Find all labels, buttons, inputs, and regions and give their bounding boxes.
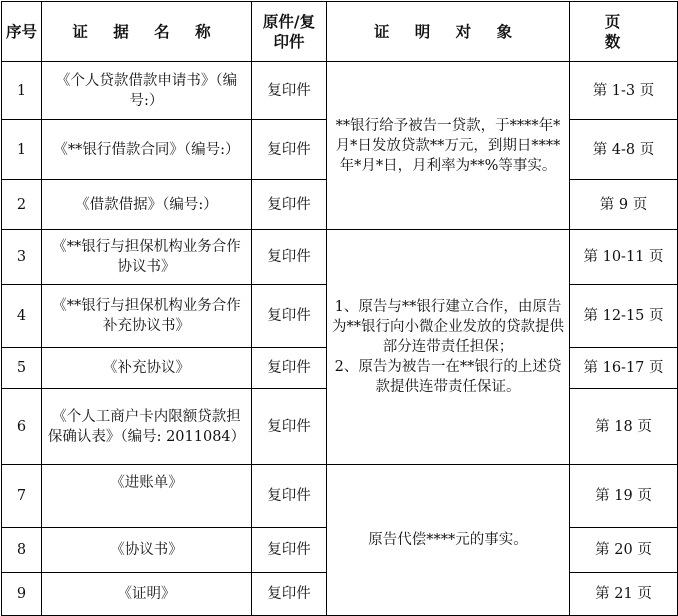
page-range: 第 9 页	[570, 180, 678, 230]
header-evidence-name: 证 据 名 称	[42, 2, 252, 62]
copy-type: 复印件	[252, 120, 327, 180]
row-index: 3	[2, 230, 42, 285]
row-index: 5	[2, 348, 42, 389]
copy-type: 复印件	[252, 285, 327, 348]
header-purpose: 证 明 对 象	[327, 2, 570, 62]
copy-type: 复印件	[252, 230, 327, 285]
copy-type: 复印件	[252, 573, 327, 616]
row-index: 4	[2, 285, 42, 348]
row-index: 8	[2, 528, 42, 573]
header-copy-type: 原件/复印件	[252, 2, 327, 62]
row-index: 7	[2, 465, 42, 528]
evidence-name: 《**银行借款合同》（编号:）	[42, 120, 252, 180]
purpose-cell: 1、原告与**银行建立合作，由原告为**银行向小微企业发放的贷款提供部分连带责任担保； 2、原告为被告一在**银行的上述贷款提供连带责任保证。	[327, 230, 570, 465]
evidence-name: 《**银行与担保机构业务合作协议书》	[42, 230, 252, 285]
page-range: 第 10-11 页	[570, 230, 678, 285]
row-index: 9	[2, 573, 42, 616]
header-pages: 页 数	[570, 2, 678, 62]
page-range: 第 16-17 页	[570, 348, 678, 389]
evidence-name: 《进账单》	[42, 465, 252, 528]
page-range: 第 18 页	[570, 389, 678, 465]
page-range: 第 12-15 页	[570, 285, 678, 348]
copy-type: 复印件	[252, 465, 327, 528]
header-index: 序号	[2, 2, 42, 62]
page-range: 第 19 页	[570, 465, 678, 528]
evidence-name: 《借款借据》（编号:）	[42, 180, 252, 230]
row-index: 6	[2, 389, 42, 465]
evidence-name: 《**银行与担保机构业务合作补充协议书》	[42, 285, 252, 348]
purpose-cell: 原告代偿****元的事实。	[327, 465, 570, 616]
copy-type: 复印件	[252, 62, 327, 120]
page-range: 第 1-3 页	[570, 62, 678, 120]
purpose-cell: **银行给予被告一贷款，于****年*月*日发放贷款**万元，到期日****年*月*日，月利率为**%等事实。	[327, 62, 570, 230]
row-index: 2	[2, 180, 42, 230]
table-row	[2, 465, 678, 528]
copy-type: 复印件	[252, 348, 327, 389]
copy-type: 复印件	[252, 180, 327, 230]
evidence-name: 《协议书》	[42, 528, 252, 573]
row-index: 1	[2, 62, 42, 120]
evidence-name: 《补充协议》	[42, 348, 252, 389]
copy-type: 复印件	[252, 389, 327, 465]
header-row	[2, 2, 678, 62]
evidence-name: 《证明》	[42, 573, 252, 616]
page-range: 第 21 页	[570, 573, 678, 616]
page-range: 第 4-8 页	[570, 120, 678, 180]
table-row	[2, 230, 678, 285]
page-range: 第 20 页	[570, 528, 678, 573]
evidence-table	[1, 1, 678, 616]
table-row	[2, 62, 678, 120]
evidence-name: 《个人贷款借款申请书》（编号:）	[42, 62, 252, 120]
copy-type: 复印件	[252, 528, 327, 573]
evidence-name: 《个人工商户卡内限额贷款担保确认表》（编号: 2011084）	[42, 389, 252, 465]
row-index: 1	[2, 120, 42, 180]
